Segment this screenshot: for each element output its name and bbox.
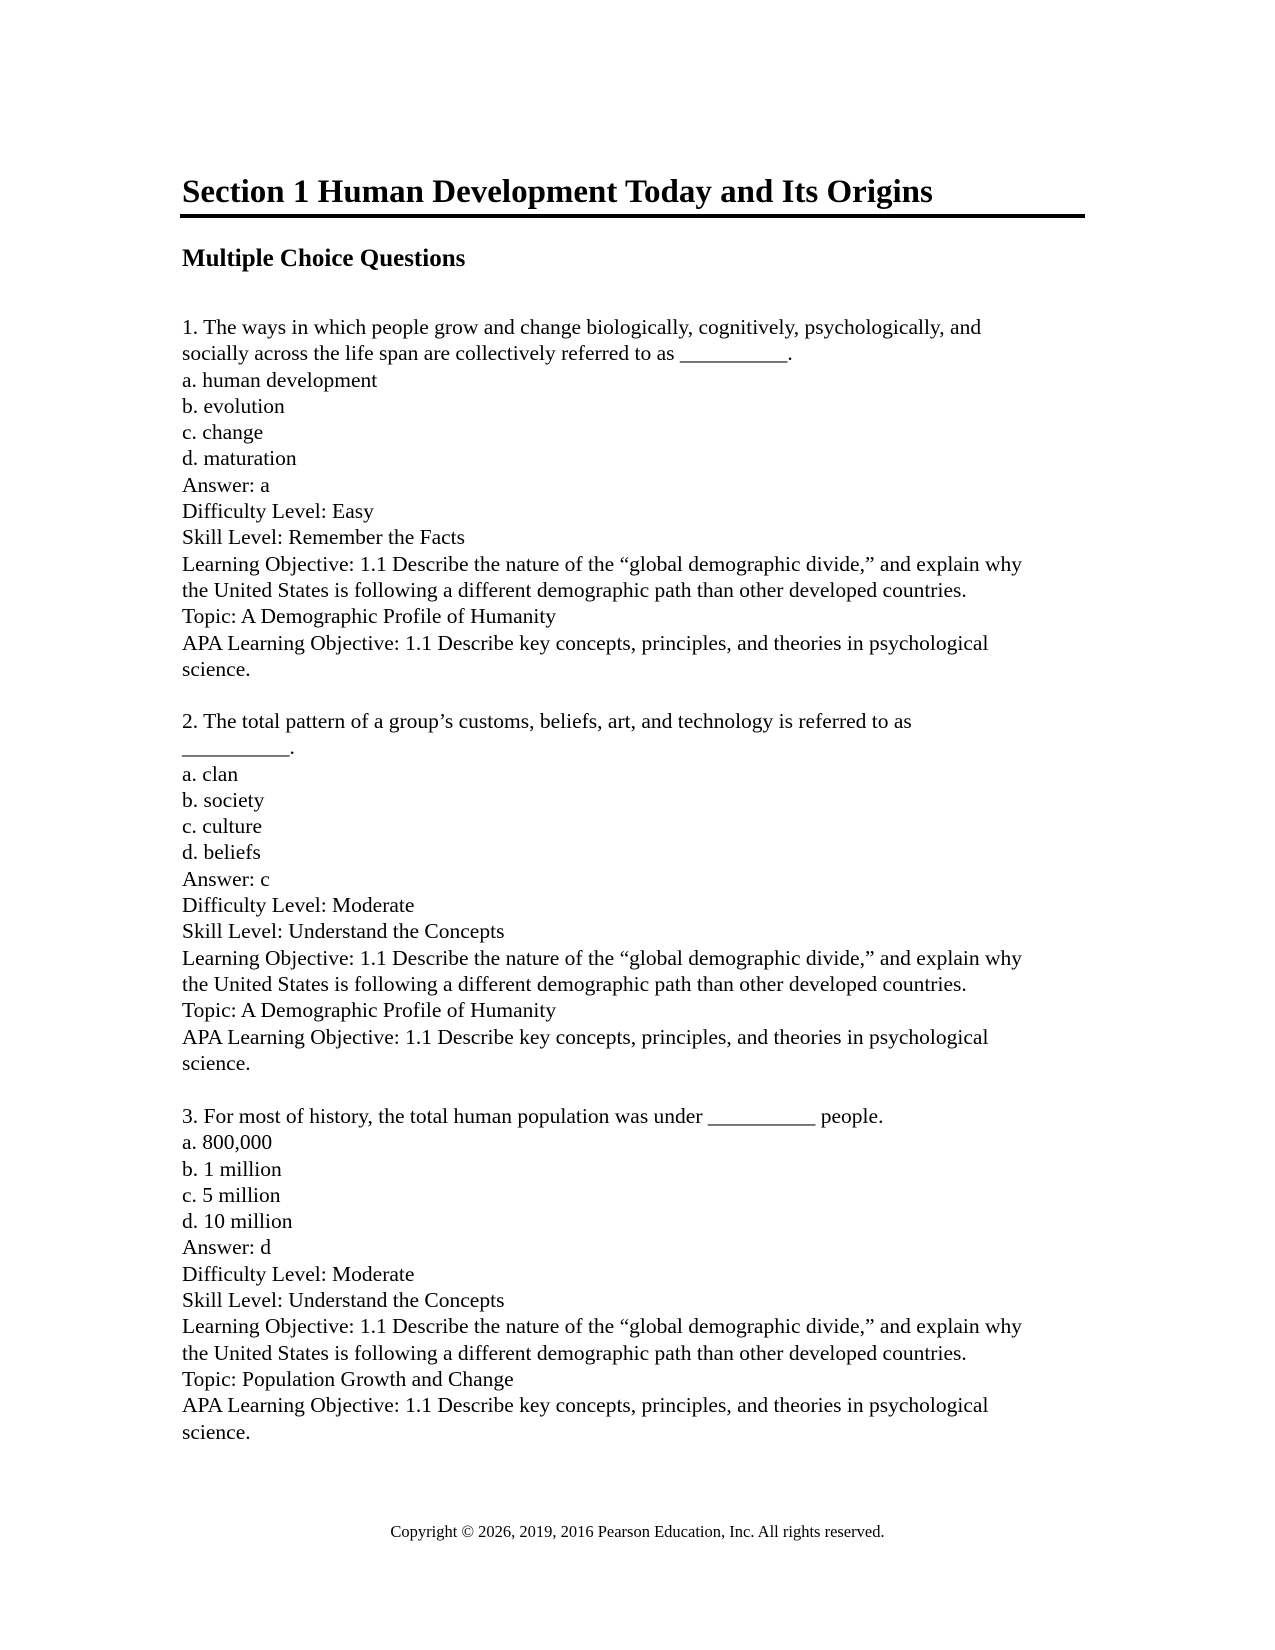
option-b: b. 1 million — [182, 1156, 282, 1181]
answer: Answer: a — [182, 472, 270, 497]
answer: Answer: c — [182, 866, 270, 891]
question-3 — [182, 1103, 1082, 1445]
option-a: a. human development — [182, 367, 378, 392]
option-a: a. clan — [182, 761, 239, 786]
option-c: c. change — [182, 420, 264, 445]
question-stem-continued: __________. — [182, 735, 295, 760]
apa-learning-objective-continued: science. — [182, 1419, 251, 1444]
learning-objective: Learning Objective: 1.1 Describe the nature of the “global demographic divide,” and explain why — [182, 945, 1022, 970]
option-b: b. evolution — [182, 393, 285, 418]
question-stem: 3. For most of history, the total human population was under __________ people. — [182, 1104, 884, 1128]
learning-objective-continued: the United States is following a different demographic path than other developed countries. — [182, 577, 967, 602]
skill-level: Skill Level: Understand the Concepts — [182, 1288, 505, 1313]
option-b: b. society — [182, 787, 265, 812]
section-subtitle: Multiple Choice Questions — [182, 245, 466, 272]
learning-objective: Learning Objective: 1.1 Describe the nature of the “global demographic divide,” and explain why — [182, 1314, 1022, 1339]
topic: Topic: A Demographic Profile of Humanity — [182, 604, 557, 629]
answer: Answer: d — [182, 1235, 271, 1260]
option-d: d. maturation — [182, 446, 297, 471]
difficulty-level: Difficulty Level: Easy — [182, 499, 374, 524]
question-stem: 2. The total pattern of a group’s customs, beliefs, art, and technology is referred to as — [182, 709, 912, 733]
learning-objective-continued: the United States is following a different demographic path than other developed countries. — [182, 1340, 967, 1365]
option-d: d. beliefs — [182, 840, 261, 865]
apa-learning-objective: APA Learning Objective: 1.1 Describe key concepts, principles, and theories in psychological — [182, 1393, 989, 1418]
option-c: c. 5 million — [182, 1182, 281, 1207]
learning-objective-continued: the United States is following a different demographic path than other developed countries. — [182, 971, 967, 996]
apa-learning-objective-continued: science. — [182, 1050, 251, 1075]
question-stem: 1. The ways in which people grow and change biologically, cognitively, psychologically, and — [182, 315, 982, 339]
option-d: d. 10 million — [182, 1209, 293, 1234]
skill-level: Skill Level: Understand the Concepts — [182, 919, 505, 944]
copyright-footer: Copyright © 2026, 2019, 2016 Pearson Education, Inc. All rights reserved. — [390, 1522, 885, 1541]
apa-learning-objective: APA Learning Objective: 1.1 Describe key concepts, principles, and theories in psychological — [182, 630, 989, 655]
difficulty-level: Difficulty Level: Moderate — [182, 893, 415, 918]
option-c: c. culture — [182, 814, 262, 839]
section-title: Section 1 Human Development Today and Its Origins — [182, 174, 933, 210]
question-2 — [182, 708, 1082, 1076]
difficulty-level: Difficulty Level: Moderate — [182, 1261, 415, 1286]
topic: Topic: Population Growth and Change — [182, 1366, 514, 1391]
option-a: a. 800,000 — [182, 1130, 273, 1155]
apa-learning-objective: APA Learning Objective: 1.1 Describe key concepts, principles, and theories in psychological — [182, 1024, 989, 1049]
title-rule — [180, 214, 1085, 218]
learning-objective: Learning Objective: 1.1 Describe the nature of the “global demographic divide,” and explain why — [182, 551, 1022, 576]
question-stem-continued: socially across the life span are collectively referred to as __________. — [182, 341, 793, 366]
topic: Topic: A Demographic Profile of Humanity — [182, 998, 557, 1023]
question-1 — [182, 314, 1082, 682]
apa-learning-objective-continued: science. — [182, 656, 251, 681]
skill-level: Skill Level: Remember the Facts — [182, 525, 466, 550]
